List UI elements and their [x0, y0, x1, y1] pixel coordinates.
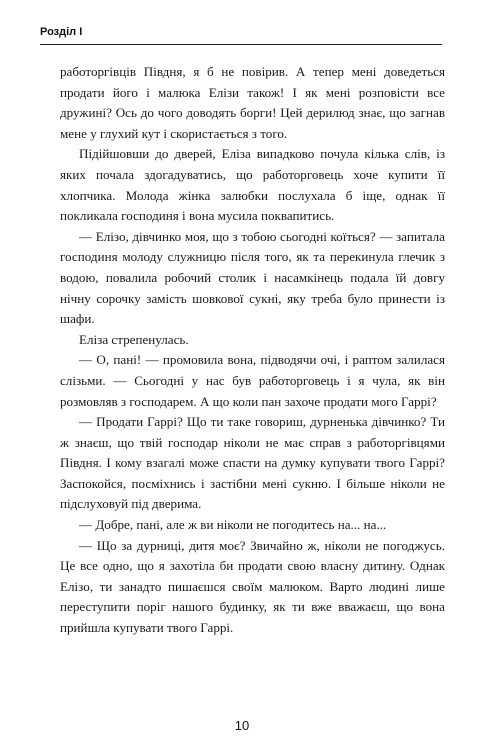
chapter-header: Розділ I — [40, 26, 83, 38]
paragraph: — Продати Гаррі? Що ти таке говориш, дурненька дівчинко? Ти ж знаєш, що твій господар ніколи не має справ з работоргівцями Півдня. І кому взагалі може спасти на думку купувати твого Гаррі? Заспокойся, посміхнись і застібни мені сукню. І більше ніколи не підслуховуй під дверима. — [60, 414, 445, 512]
page-body — [60, 62, 445, 639]
paragraph: — Добре, пані, але ж ви ніколи не погодитесь на... на... — [79, 517, 387, 533]
paragraph: — Елізо, дівчинко моя, що з тобою сьогодні коїться? — запитала господиня молоду служницю після того, як та перекинула глечик з водою, повалила робочий столик і насамкінець подала їй довгу нічну сорочку замість шовкової сукні, яку треба було принести із шафи. — [60, 228, 445, 327]
paragraph: Підійшовши до дверей, Еліза випадково почула кілька слів, із яких почала здогадуватись, що работорговець хоче купити її хлопчика. Молода жінка залюбки послухала б іще, однак її покликала господиня і вона мусила поквапитись. — [60, 146, 445, 224]
paragraph-continuation: работоргівців Півдня, я б не повірив. А тепер мені доведеться продати його і малюка Елізи також! І як мені розповісти все дружині? Ось до чого доводять борги! Цей дерилюд знає, що загнав мене у глухий кут і скористається з того. — [60, 64, 445, 141]
paragraph: Еліза стрепенулась. — [79, 331, 189, 347]
page-number: 10 — [234, 718, 250, 733]
paragraph: — О, пані! — промовила вона, підводячи очі, і раптом залилася слізьми. — Сьогодні у нас був работорговець і я чула, як він розмовляв з господарем. А що коли пан захоче продати мого Гаррі? — [60, 352, 445, 409]
header-divider — [40, 44, 442, 45]
paragraph: — Що за дурниці, дитя моє? Звичайно ж, ніколи не погоджусь. Це все одно, що я захотіла би продати свою власну дитину. Однак Елізо, ти занадто пишаєшся своїм малюком. Варто людині лише переступити поріг нашого будинку, як ти вже вважаєш, що вона прийшла купувати твого Гаррі. — [60, 537, 445, 636]
